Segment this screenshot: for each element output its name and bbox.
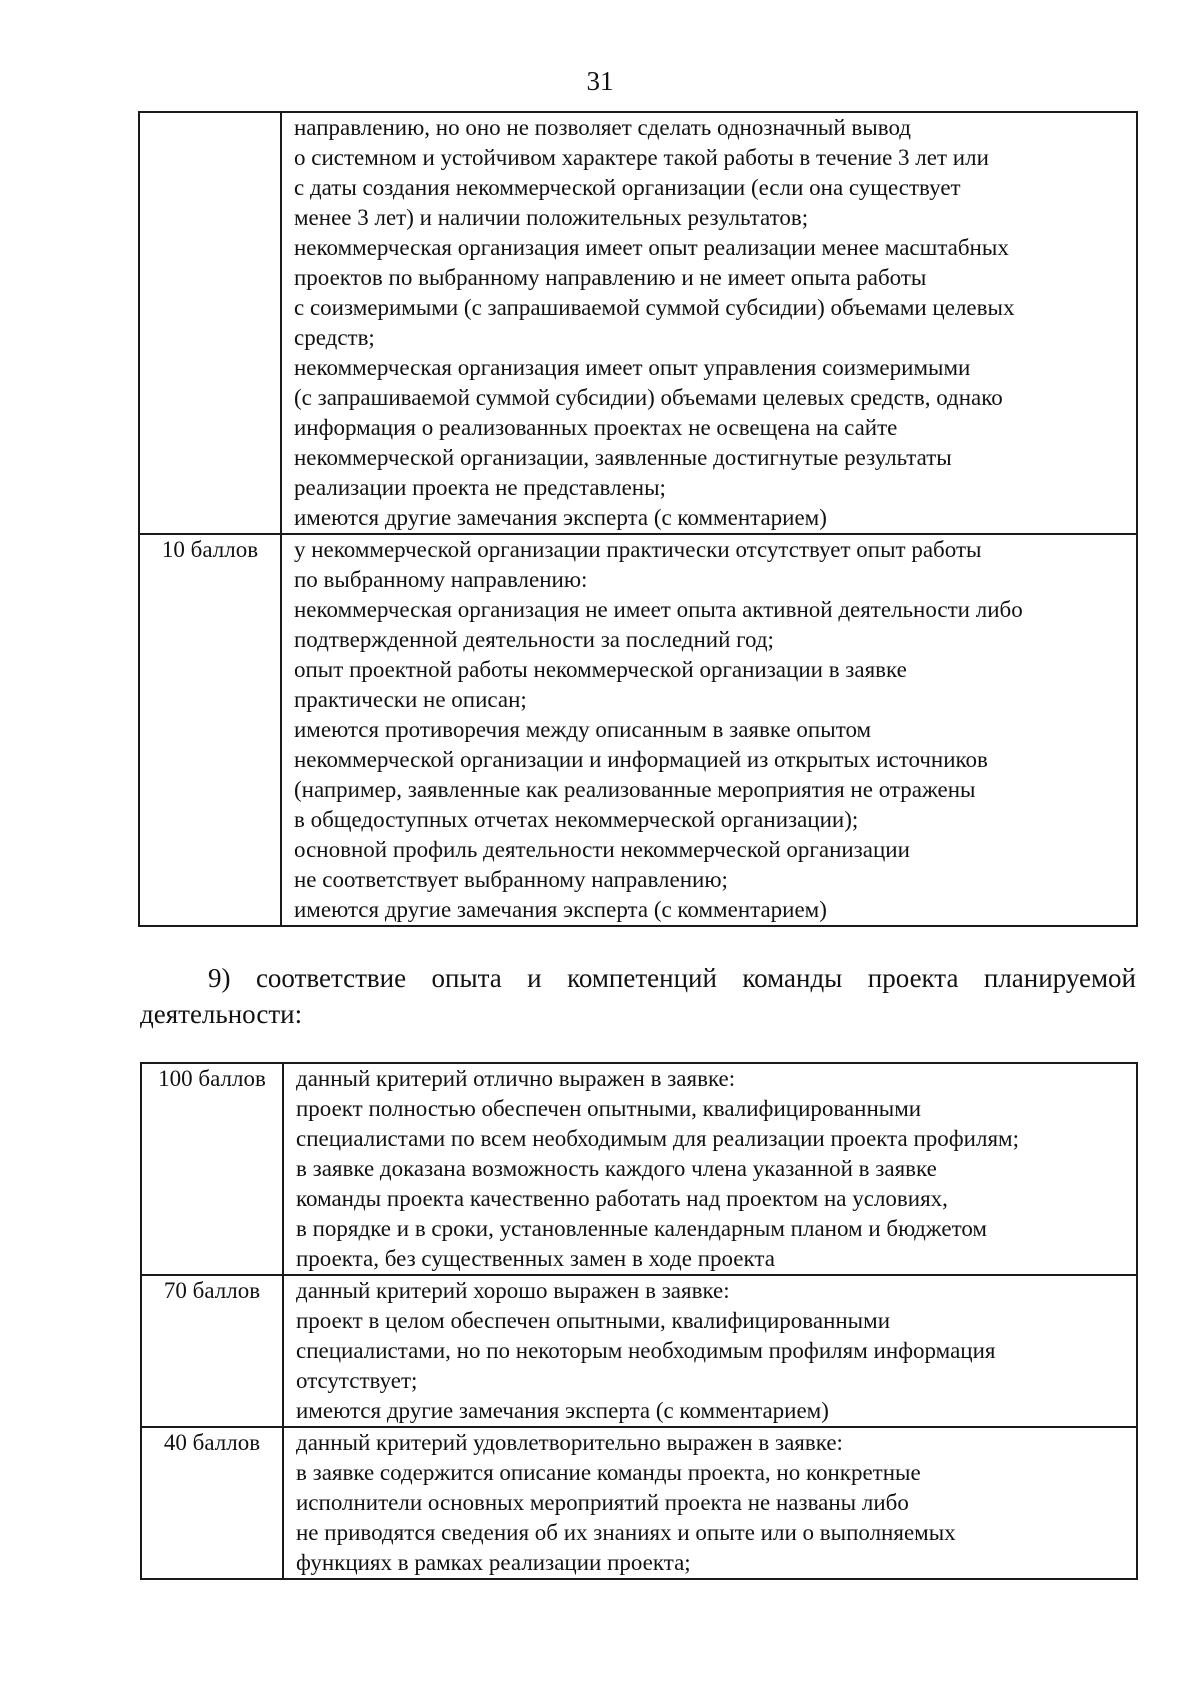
description-line: данный критерий удовлетворительно выражен в заявке: [296, 1430, 843, 1455]
description-line: в общедоступных отчетах некоммерческой организации); [294, 807, 859, 832]
section-heading-line: 9) соответствие опыта и компетенций команды проекта планируемой [208, 963, 1136, 993]
description-line: проектов по выбранному направлению и не имеет опыта работы [294, 265, 927, 290]
section-9-heading [140, 960, 1136, 1032]
description-line: опыт проектной работы некоммерческой организации в заявке [294, 657, 907, 682]
description-line: некоммерческой организации и информацией из открытых источников [294, 747, 988, 772]
description-cell [281, 534, 1137, 926]
description-line: основной профиль деятельности некоммерческой организации [294, 837, 910, 862]
score-cell: 40 баллов [141, 1427, 283, 1579]
page-number: 31 [586, 66, 614, 96]
description-line: в заявке содержится описание команды проекта, но конкретные [296, 1460, 921, 1485]
description-cell [283, 1275, 1137, 1427]
description-line: данный критерий отлично выражен в заявке: [296, 1066, 736, 1091]
description-line: не приводятся сведения об их знаниях и опыте или о выполняемых [296, 1520, 956, 1545]
description-line: данный критерий хорошо выражен в заявке: [296, 1278, 730, 1303]
description-line: по выбранному направлению: [294, 567, 588, 592]
table-row [139, 534, 1137, 926]
description-line: проект полностью обеспечен опытными, квалифицированными [296, 1096, 922, 1121]
table-row [141, 1427, 1137, 1579]
description-line: в порядке и в сроки, установленные календарным планом и бюджетом [296, 1216, 987, 1241]
criteria-table-section-9 [140, 1062, 1138, 1580]
description-line: средств; [294, 325, 375, 350]
description-line: некоммерческой организации, заявленные достигнутые результаты [294, 445, 952, 470]
table-row [139, 112, 1137, 534]
description-line: в заявке доказана возможность каждого члена указанной в заявке [296, 1156, 937, 1181]
description-line: направлению, но оно не позволяет сделать однозначный вывод [294, 115, 911, 140]
criteria-table-continued [138, 111, 1138, 927]
description-cell [283, 1063, 1137, 1275]
description-line: отсутствует; [296, 1368, 418, 1393]
table-row [141, 1275, 1137, 1427]
description-line: (например, заявленные как реализованные мероприятия не отражены [294, 777, 976, 802]
description-line: проекта, без существенных замен в ходе проекта [296, 1246, 775, 1271]
description-line: о системном и устойчивом характере такой работы в течение 3 лет или [294, 145, 989, 170]
score-cell [139, 112, 281, 534]
description-line: реализации проекта не представлены; [294, 475, 666, 500]
table-row [141, 1063, 1137, 1275]
description-line: исполнители основных мероприятий проекта не названы либо [296, 1490, 909, 1515]
score-cell: 100 баллов [141, 1063, 283, 1275]
description-line: практически не описан; [294, 687, 527, 712]
score-cell: 70 баллов [141, 1275, 283, 1427]
description-line: имеются другие замечания эксперта (с комментарием) [296, 1398, 829, 1423]
description-line: имеются противоречия между описанным в заявке опытом [294, 717, 872, 742]
description-line: имеются другие замечания эксперта (с комментарием) [294, 505, 827, 530]
description-line: некоммерческая организация имеет опыт управления соизмеримыми [294, 355, 971, 380]
description-line: проект в целом обеспечен опытными, квалифицированными [296, 1308, 891, 1333]
description-line: некоммерческая организация имеет опыт реализации менее масштабных [294, 235, 1009, 260]
description-cell [281, 112, 1137, 534]
description-line: команды проекта качественно работать над проектом на условиях, [296, 1186, 948, 1211]
description-line: не соответствует выбранному направлению; [294, 867, 728, 892]
description-line: менее 3 лет) и наличии положительных результатов; [294, 205, 809, 230]
description-line: с соизмеримыми (с запрашиваемой суммой субсидии) объемами целевых [294, 295, 1015, 320]
description-line: подтвержденной деятельности за последний год; [294, 627, 774, 652]
description-cell [283, 1427, 1137, 1579]
description-line: специалистами по всем необходимым для реализации проекта профилям; [296, 1126, 1019, 1151]
description-line: некоммерческая организация не имеет опыта активной деятельности либо [294, 597, 1023, 622]
description-line: имеются другие замечания эксперта (с комментарием) [294, 897, 827, 922]
description-line: информация о реализованных проектах не освещена на сайте [294, 415, 898, 440]
description-line: функциях в рамках реализации проекта; [296, 1550, 691, 1575]
section-heading-line: деятельности: [140, 999, 303, 1029]
description-line: специалистами, но по некоторым необходимым профилям информация [296, 1338, 996, 1363]
description-line: у некоммерческой организации практически отсутствует опыт работы [294, 537, 982, 562]
score-cell: 10 баллов [139, 534, 281, 926]
description-line: (с запрашиваемой суммой субсидии) объемами целевых средств, однако [294, 385, 1003, 410]
description-line: с даты создания некоммерческой организации (если она существует [294, 175, 961, 200]
